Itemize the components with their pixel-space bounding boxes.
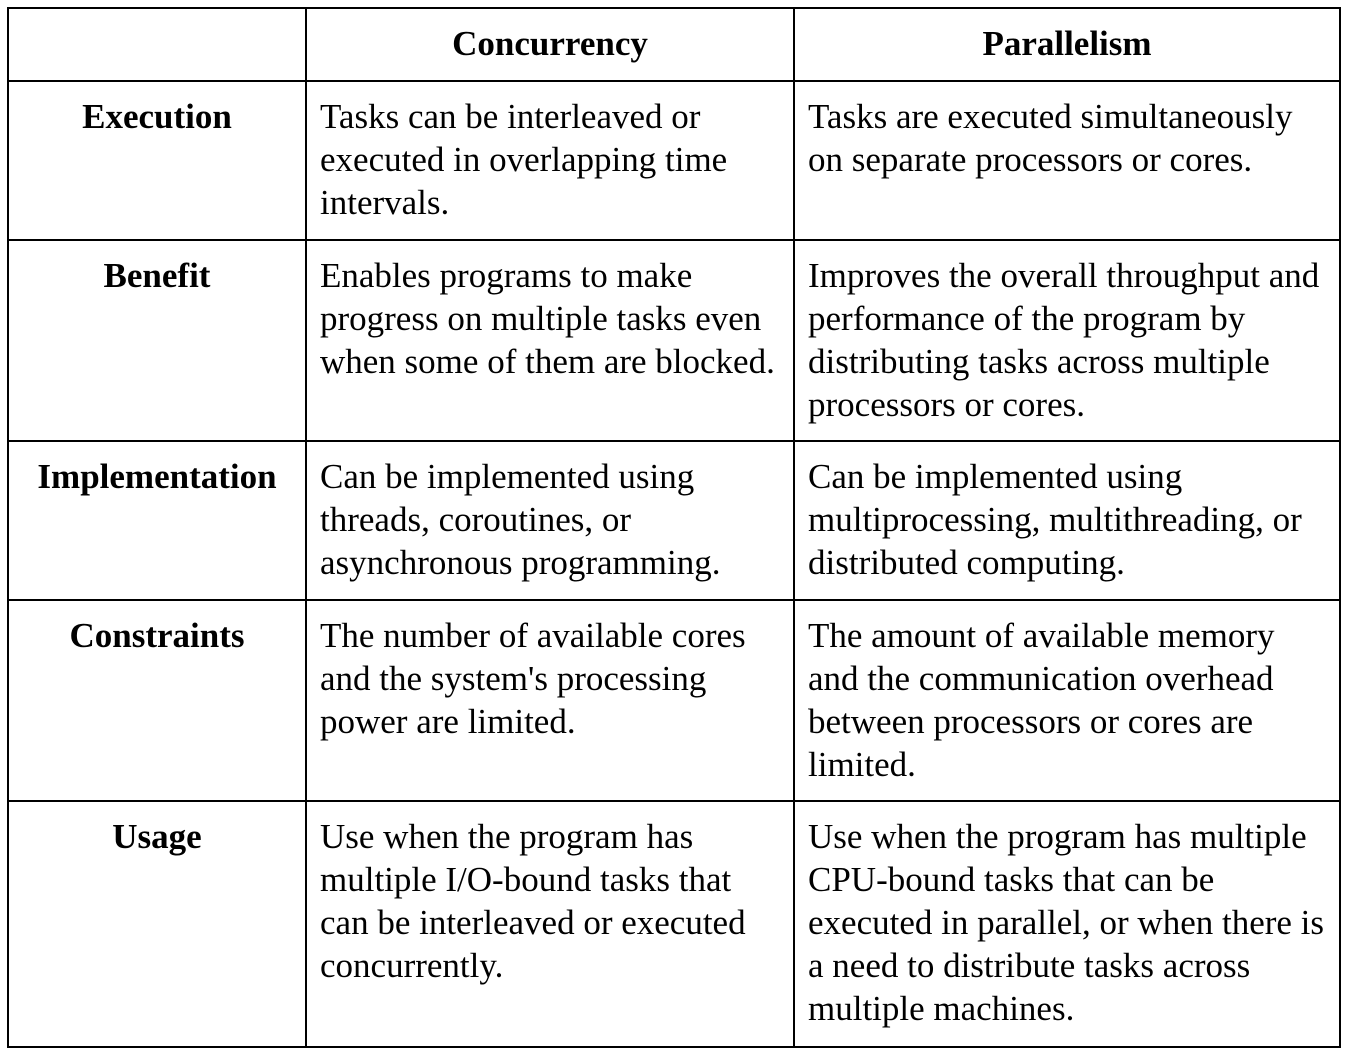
cell-constraints-concurrency: The number of available cores and the system's processing power are limited.	[306, 600, 794, 801]
table-row-benefit	[8, 240, 1340, 441]
cell-benefit-concurrency: Enables programs to make progress on multiple tasks even when some of them are blocked.	[306, 240, 794, 441]
cell-usage-concurrency: Use when the program has multiple I/O-bound tasks that can be interleaved or executed concurrently.	[306, 801, 794, 1047]
table-row-usage	[8, 801, 1340, 1047]
cell-constraints-parallelism: The amount of available memory and the communication overhead between processors or cores are limited.	[794, 600, 1340, 801]
table-row-execution	[8, 81, 1340, 240]
cell-implementation-parallelism: Can be implemented using multiprocessing, multithreading, or distributed computing.	[794, 441, 1340, 600]
cell-benefit-parallelism: Improves the overall throughput and performance of the program by distributing tasks across multiple processors or cores.	[794, 240, 1340, 441]
column-header-concurrency: Concurrency	[306, 8, 794, 81]
cell-implementation-concurrency: Can be implemented using threads, coroutines, or asynchronous programming.	[306, 441, 794, 600]
row-label-execution: Execution	[8, 81, 306, 240]
cell-execution-concurrency: Tasks can be interleaved or executed in overlapping time intervals.	[306, 81, 794, 240]
column-header-parallelism: Parallelism	[794, 8, 1340, 81]
row-label-benefit: Benefit	[8, 240, 306, 441]
comparison-table	[7, 7, 1341, 1048]
corner-cell	[8, 8, 306, 81]
row-label-implementation: Implementation	[8, 441, 306, 600]
header-row	[8, 8, 1340, 81]
cell-usage-parallelism: Use when the program has multiple CPU-bound tasks that can be executed in parallel, or when there is a need to distribute tasks across multiple machines.	[794, 801, 1340, 1047]
table-row-constraints	[8, 600, 1340, 801]
table-row-implementation	[8, 441, 1340, 600]
cell-execution-parallelism: Tasks are executed simultaneously on separate processors or cores.	[794, 81, 1340, 240]
row-label-usage: Usage	[8, 801, 306, 1047]
row-label-constraints: Constraints	[8, 600, 306, 801]
